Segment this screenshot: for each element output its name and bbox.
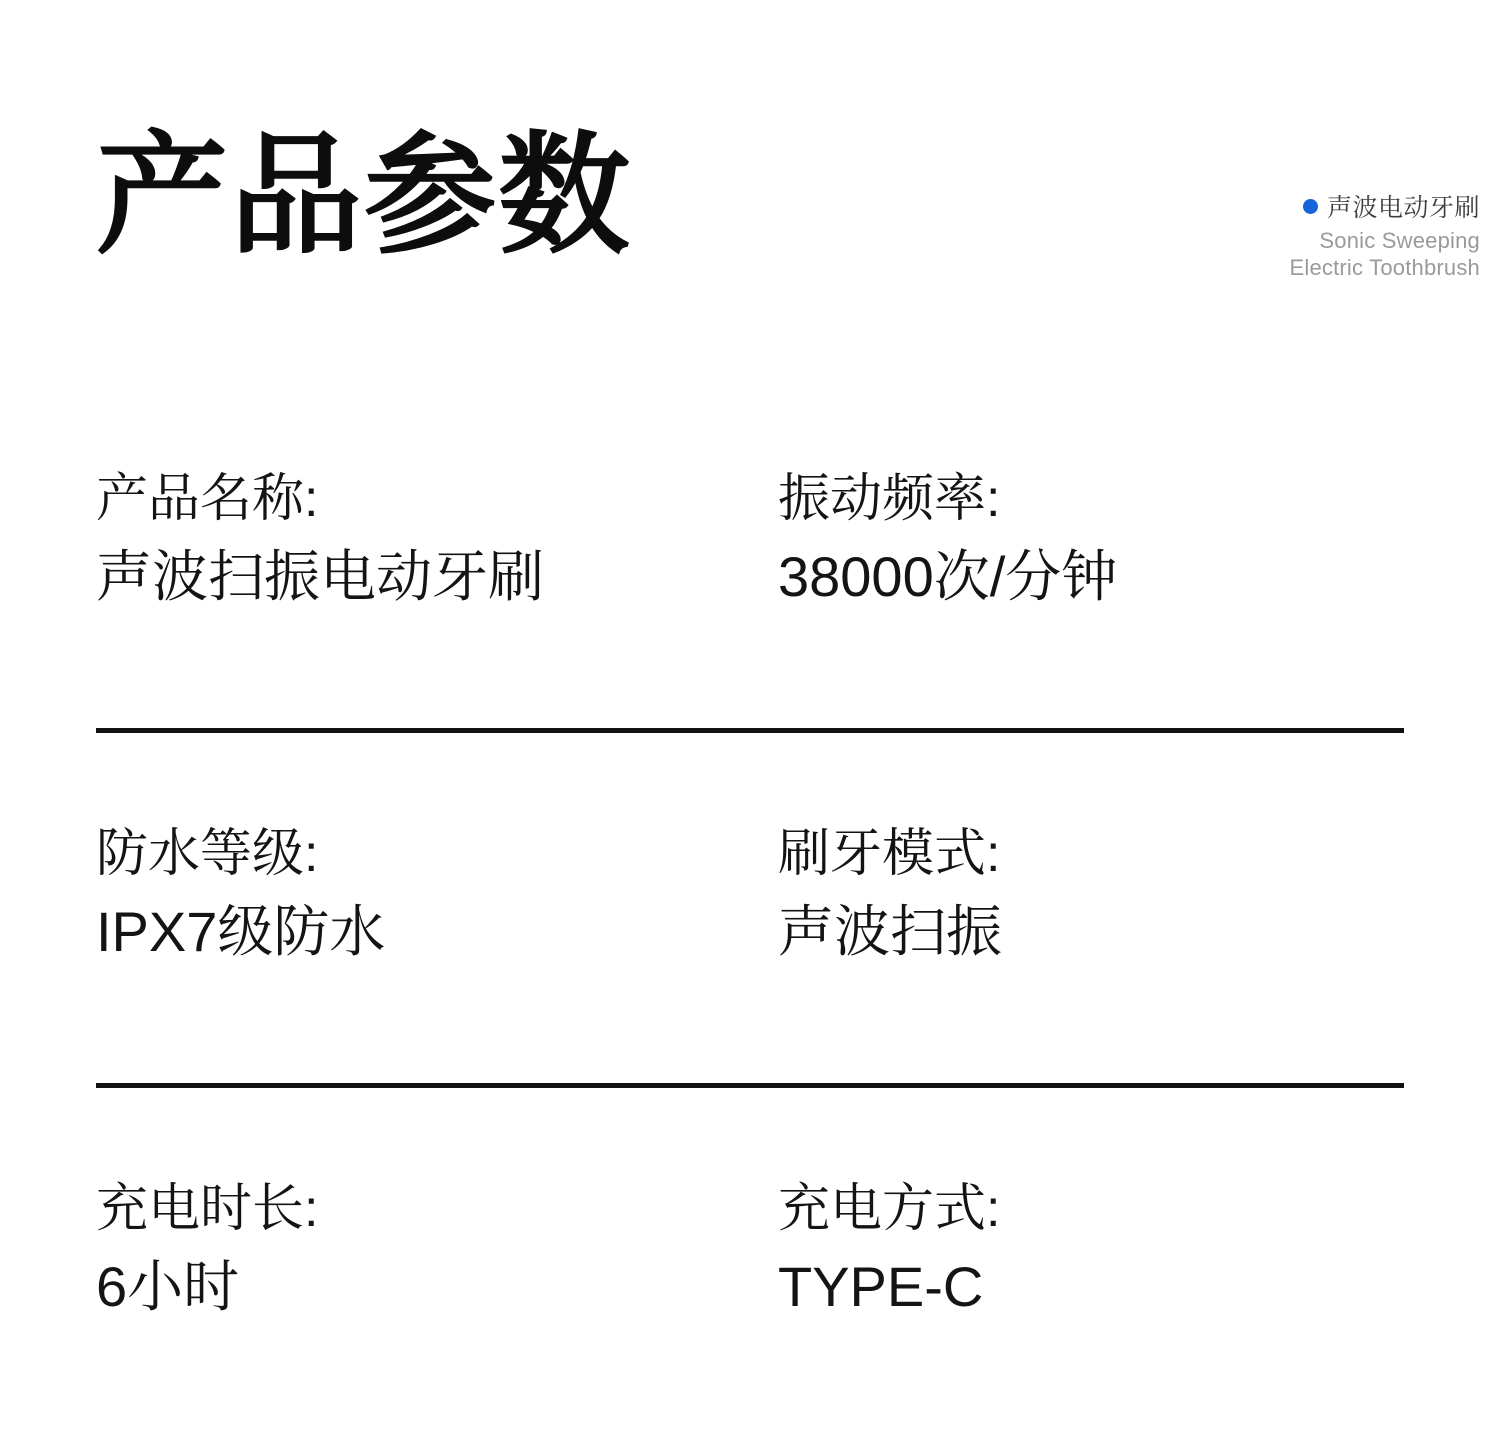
spec-value: 声波扫振 [778,900,1002,964]
spec-value: 声波扫振电动牙刷 [96,545,544,609]
spec-label: 刷牙模式: [778,825,1001,883]
spec-label: 产品名称: [96,470,319,528]
spec-value: 38000次/分钟 [778,545,1118,609]
spec-value: 6小时 [96,1255,240,1319]
brand-name-cn: 声波电动牙刷 [1326,194,1480,222]
spec-row [0,470,1500,728]
spec-cell-brushing-mode [750,825,1404,1083]
spec-cell-product-name [96,470,750,728]
spec-cell-charging-time [96,1180,750,1438]
brand-name-cn-row [1290,188,1481,224]
spec-label: 充电方式: [778,1180,1001,1238]
brand-name-en-line1: Sonic Sweeping [1319,228,1480,253]
spec-label: 防水等级: [96,825,319,883]
spec-row [0,825,1500,1083]
spec-label: 充电时长: [96,1180,319,1238]
spec-cell-waterproof-rating [96,825,750,1083]
spec-cell-vibration-frequency [750,470,1404,728]
spec-value: TYPE-C [778,1255,984,1319]
spec-value: IPX7级防水 [96,900,386,964]
brand-block [1290,188,1481,282]
spec-list [0,470,1500,1438]
bullet-dot-icon [1303,199,1318,214]
page-header [0,0,1500,340]
page-title: 产品参数 [96,119,632,273]
spec-cell-charging-method [750,1180,1404,1438]
spacer [0,1088,1500,1180]
brand-name-en-line2: Electric Toothbrush [1289,254,1480,280]
spec-label: 振动频率: [778,470,1001,528]
brand-name-en [1290,228,1481,282]
spacer [0,733,1500,825]
spec-row [0,1180,1500,1438]
